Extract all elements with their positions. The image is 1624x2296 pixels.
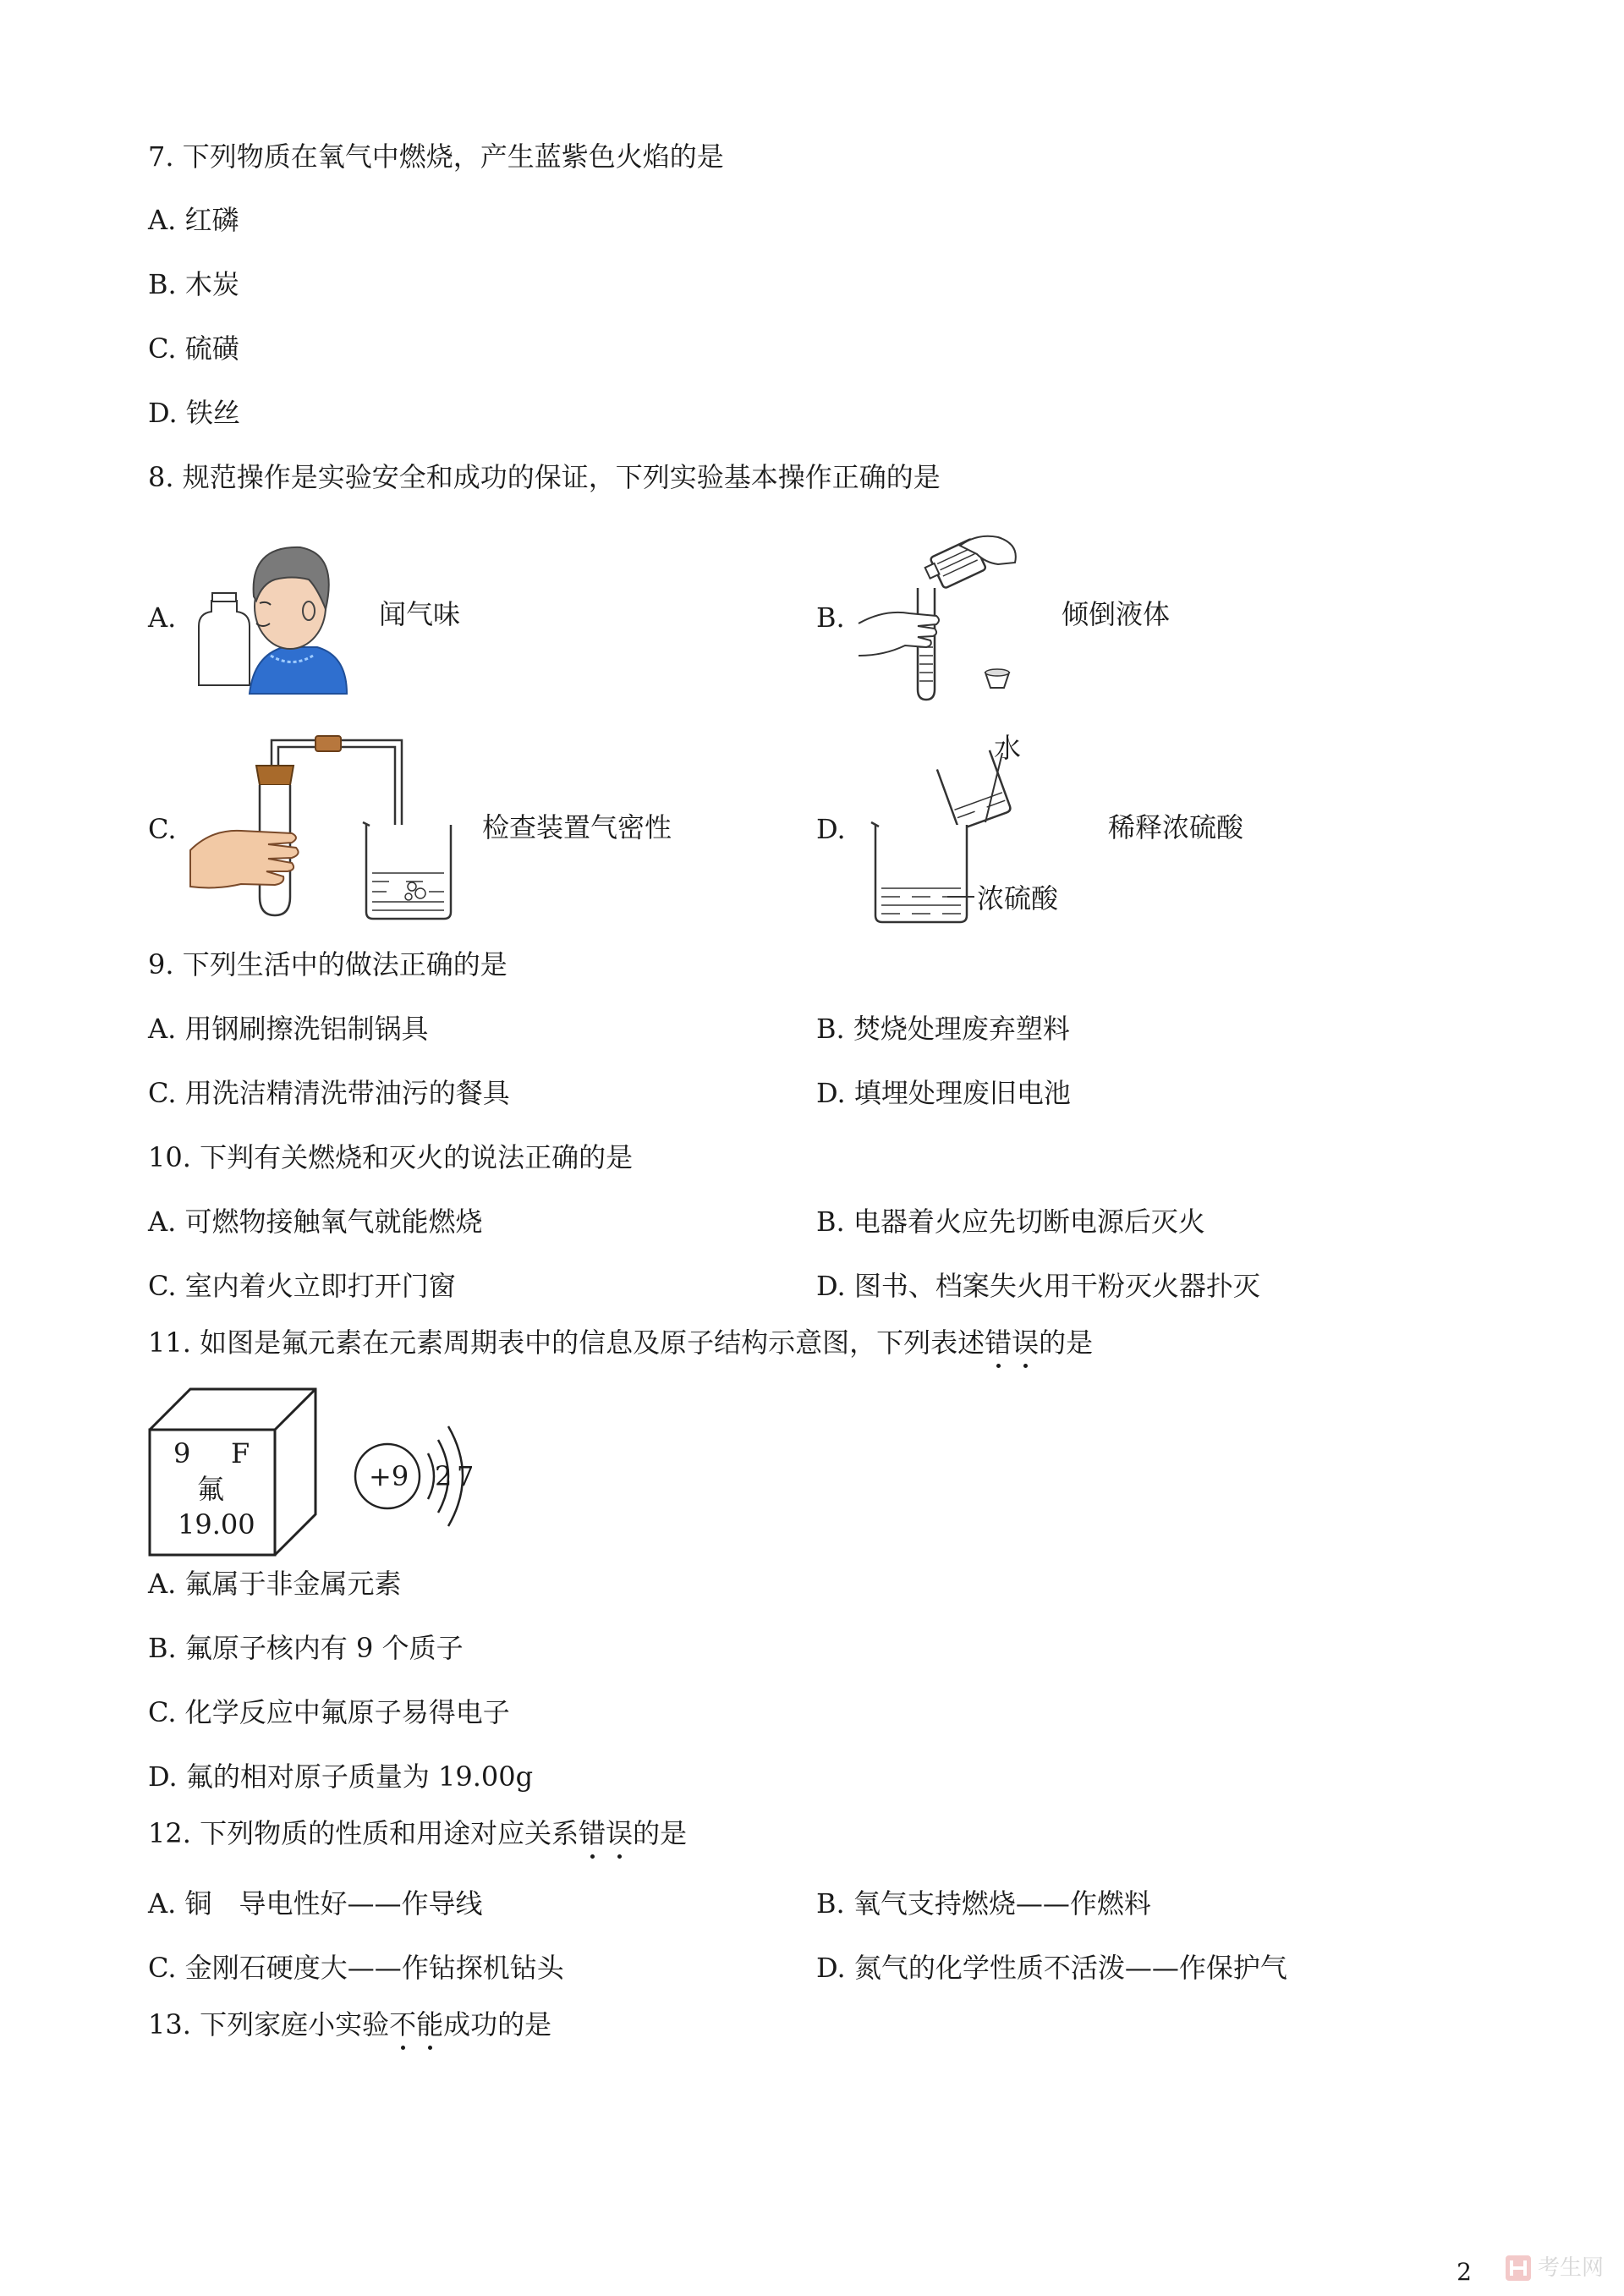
q8-water-label: 水: [994, 732, 1022, 764]
q8-option-d-letter: D.: [816, 813, 846, 845]
q12-option-d: D. 氮气的化学性质不活泼——作保护气: [816, 1952, 1287, 1984]
pour-liquid-illustration: [859, 529, 1028, 711]
q11-option-d: D. 氟的相对原子质量为 19.00g: [148, 1760, 534, 1793]
q11-stem: 11. 如图是氟元素在元素周期表中的信息及原子结构示意图，下列表述错误的是: [148, 1327, 1094, 1359]
q11-option-b: B. 氟原子核内有 9 个质子: [148, 1632, 464, 1664]
watermark-icon: [1504, 2254, 1533, 2282]
q7-option-a: A. 红磷: [148, 204, 239, 236]
airtightness-illustration: [190, 728, 461, 922]
emphasis-char: 错: [579, 1817, 606, 1849]
q9-option-a: A. 用钢刷擦洗铝制锅具: [148, 1013, 429, 1045]
emphasis-char: 不: [389, 2008, 417, 2041]
q8-option-a-caption: 闻气味: [379, 598, 461, 630]
q11-option-a: A. 氟属于非金属元素: [148, 1568, 402, 1600]
watermark-logo: 考生网: [1504, 2250, 1604, 2283]
q7-option-b: B. 木炭: [148, 268, 239, 300]
q7-option-c: C. 硫磺: [148, 332, 239, 365]
emphasis-char: 错: [985, 1327, 1012, 1359]
element-number: 9: [173, 1437, 191, 1469]
atom-shell-2: 7: [457, 1460, 475, 1492]
emphasis-char: 能: [416, 2008, 444, 2041]
q10-option-a: A. 可燃物接触氧气就能燃烧: [148, 1206, 483, 1238]
q10-option-c: C. 室内着火立即打开门窗: [148, 1270, 456, 1302]
q12-option-c: C. 金刚石硬度大——作钻探机钻头: [148, 1952, 564, 1984]
q7-stem: 7. 下列物质在氧气中燃烧，产生蓝紫色火焰的是: [148, 140, 724, 173]
q13-stem: 13. 下列家庭小实验不能成功的是: [148, 2008, 552, 2041]
element-mass: 19.00: [178, 1508, 255, 1541]
q8-option-b-letter: B.: [816, 601, 845, 634]
q12-stem: 12. 下列物质的性质和用途对应关系错误的是: [148, 1817, 688, 1849]
emphasis-char: 误: [1012, 1327, 1040, 1359]
smell-illustration: [190, 529, 351, 698]
q7-option-d: D. 铁丝: [148, 397, 240, 429]
q10-stem: 10. 下判有关燃烧和灭火的说法正确的是: [148, 1141, 634, 1173]
q10-option-d: D. 图书、档案失火用干粉灭火器扑灭: [816, 1270, 1260, 1302]
q9-option-c: C. 用洗洁精清洗带油污的餐具: [148, 1077, 510, 1109]
q11-option-c: C. 化学反应中氟原子易得电子: [148, 1696, 510, 1728]
element-symbol: F: [231, 1437, 250, 1469]
q8-option-c-caption: 检查装置气密性: [482, 811, 672, 843]
q8-option-b-caption: 倾倒液体: [1062, 598, 1171, 630]
q8-option-c-letter: C.: [148, 813, 177, 845]
atom-shell-1: 2: [435, 1460, 453, 1492]
q8-acid-label: 浓硫酸: [977, 882, 1059, 915]
atom-nucleus: +9: [369, 1460, 409, 1492]
q8-option-d-caption: 稀释浓硫酸: [1108, 811, 1244, 843]
page-number: 2: [1457, 2258, 1472, 2286]
q12-option-b: B. 氧气支持燃烧——作燃料: [816, 1887, 1151, 1920]
q9-option-d: D. 填埋处理废旧电池: [816, 1077, 1071, 1109]
q8-stem: 8. 规范操作是实验安全和成功的保证，下列实验基本操作正确的是: [148, 461, 941, 493]
q8-option-a-letter: A.: [148, 601, 177, 634]
element-name: 氟: [197, 1473, 225, 1505]
q10-option-b: B. 电器着火应先切断电源后灭火: [816, 1206, 1205, 1238]
q9-option-b: B. 焚烧处理废弃塑料: [816, 1013, 1070, 1045]
emphasis-char: 误: [606, 1817, 634, 1849]
q12-option-a: A. 铜 导电性好——作导线: [148, 1887, 483, 1920]
q9-stem: 9. 下列生活中的做法正确的是: [148, 948, 508, 980]
